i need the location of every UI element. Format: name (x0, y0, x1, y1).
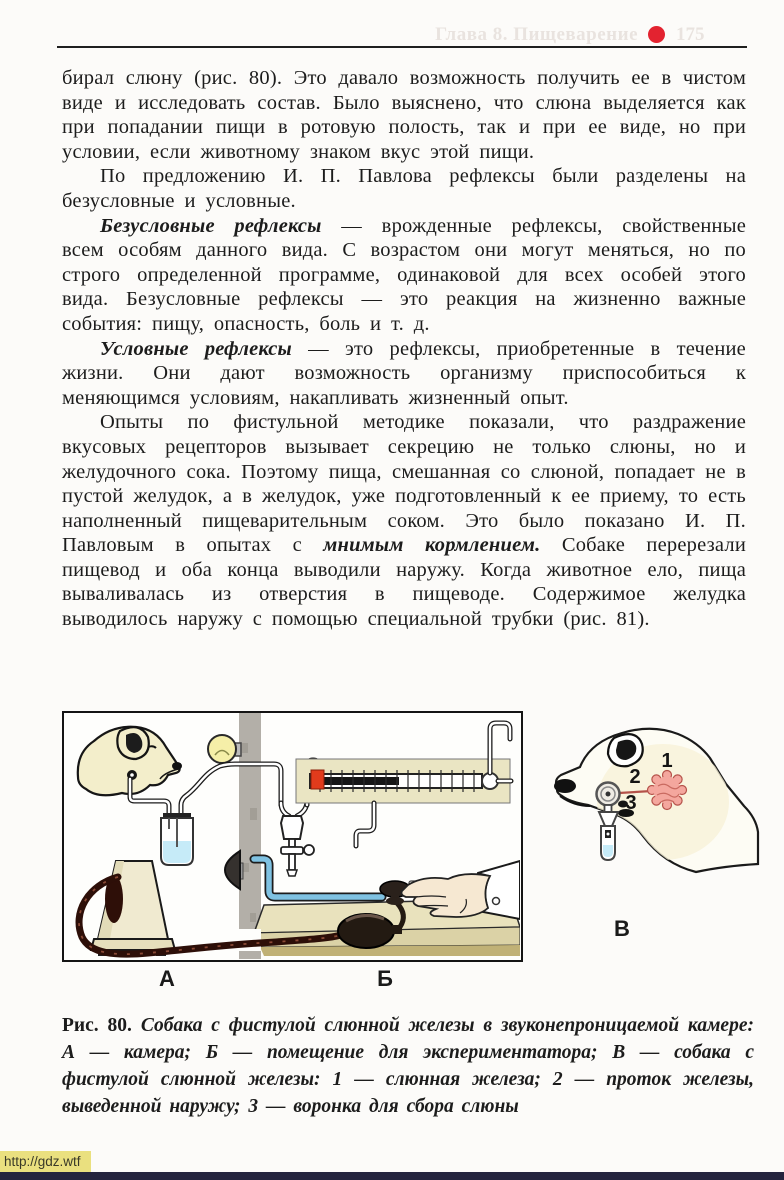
figure-caption-text: Собака с фистулой слюнной железы в звуконепроницаемой камере: А — камера; Б — помещение для экспериментатора; В — собака с фистулой слюнной железы: 1 — слюнная железа; 2 — проток железы, выведенной наружу; 3 — воронка для сбора слюны (62, 1015, 754, 1117)
panel-label-b: Б (377, 966, 393, 991)
text-segment-term: мнимым кормлением. (323, 534, 541, 557)
callout-1: 1 (661, 750, 673, 772)
figure-caption-label: Рис. 80. (62, 1015, 132, 1036)
paragraph (62, 410, 746, 631)
experiment-chamber-illustration (64, 713, 520, 959)
blue-tube (254, 859, 382, 897)
page-number: 175 (676, 24, 705, 45)
dog-fistula-illustration (528, 714, 780, 929)
figure-caption (62, 1012, 754, 1120)
paragraph (62, 214, 746, 337)
kymograph-icon (296, 723, 511, 846)
paragraph (62, 337, 746, 411)
test-tube-icon (601, 826, 615, 860)
paragraph (62, 164, 746, 213)
text-column (62, 66, 746, 632)
text-segment: — это рефлексы, приобретенные в течение жизни. Они дают возможность организму приспособиться к меняющимся условиям, накапливать жизненный опыт. (62, 337, 746, 409)
running-title: Глава 8. Пищеварение (435, 24, 638, 45)
text-segment: — врожденные рефлексы, свойственные всем особям данного вида. С возрастом они могут меняться, но по строго определенной программе, одинаковой для всех особей этого вида. Безусловные рефлексы — это реакция на жизненно важные события: пищу, опасность, боль и т. д. (62, 214, 746, 335)
text-segment-term: Условные рефлексы (100, 337, 292, 360)
text-segment: Собаке перерезали пищевод и оба конца выводили наружу. Когда животное ело, пища вываливалась из отверстия в пищеводе. Содержимое желудка выводилось наружу с помощью специальной трубки (рис. 81). (62, 534, 746, 631)
light-bulb-icon (208, 735, 241, 763)
text-segment: Опыты по фистульной методике показали, что раздражение вкусовых рецепторов вызывает секрецию не только слюны, но и желудочного сока. Поэтому пища, смешанная со слюной, попадает не в пустой желудок, а в желудок, уже подготовленный к ее приему, то есть наполненный пищеварительным соком. Это было показано И. П. Павловым в опытах с (62, 411, 746, 557)
text-segment: бирал слюну (рис. 80). Это давало возможность получить ее в чистом виде и исследовать состав. Было выяснено, что слюна выделяется как при попадании пищи в ротовую полость, так и при ее виде, но при условии, если животному знаком вкус этой пищи. (62, 67, 746, 163)
saliva-jar-icon (161, 813, 193, 865)
figure-80-panel-v (528, 714, 780, 929)
figure-80-panel-ab (62, 711, 523, 962)
paragraph (62, 66, 746, 164)
funnel-stopcock-icon (281, 816, 314, 876)
header-rule (57, 46, 747, 48)
callout-2: 2 (629, 766, 641, 788)
metronome-icon (91, 861, 175, 956)
text-segment-term: Безусловные рефлексы (100, 214, 322, 237)
watermark-url: http://gdz.wtf (0, 1151, 91, 1172)
callout-3: 3 (625, 792, 637, 814)
bell-icon (225, 851, 243, 889)
panel-label-a: А (159, 966, 175, 991)
panel-label-v: В (614, 916, 630, 941)
text-segment: По предложению И. П. Павлова рефлексы были разделены на безусловные и условные. (62, 165, 746, 212)
scan-edge-bar (0, 1172, 784, 1180)
section-marker-dot (648, 26, 665, 43)
